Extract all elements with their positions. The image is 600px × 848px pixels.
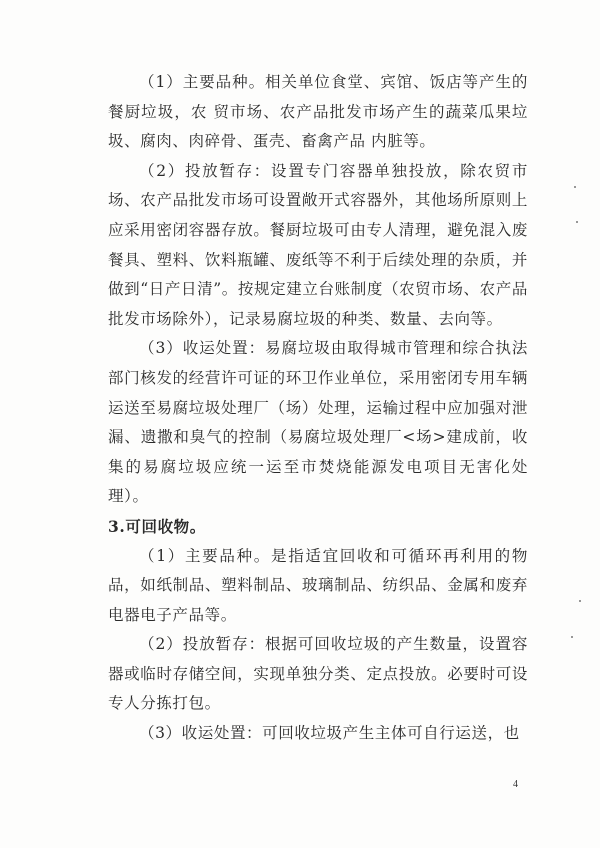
paragraph-food-waste-storage: （2）投放暂存：设置专门容器单独投放，除农贸市场、农产品批发市场可设置敞开式容器外，其他场所原则上应采用密闭容器存放。餐厨垃圾可由专人清理，避免混入废餐具、塑料、饮料瓶罐、废纸等不利于后续处理的杂质，并做到“日产日清”。按规定建立台账制度（农贸市场、农产品批发市场除外），记录易腐垃圾的种类、数量、去向等。 <box>108 161 528 328</box>
paragraph-food-waste-types: （1）主要品种。相关单位食堂、宾馆、饭店等产生的餐厨垃圾，农 贸市场、农产品批发市场产生的蔬菜瓜果垃圾、腐肉、肉碎骨、蛋壳、畜禽产品 内脏等。 <box>108 73 528 151</box>
paragraph-recyclables-storage: （2）投放暂存：根据可回收垃圾的产生数量，设置容器或临时存储空间，实现单独分类、定点投放。必要时可设专人分拣打包。 <box>108 635 528 713</box>
document-body <box>108 68 528 749</box>
page-number: 4 <box>513 779 518 790</box>
scan-speck <box>574 186 576 188</box>
scan-speck <box>571 636 573 638</box>
paragraph-recyclables-disposal: （3）收运处置：可回收垃圾产生主体可自行运送，也 <box>139 724 520 743</box>
scan-speck <box>576 221 578 223</box>
section-heading-recyclables: 3.可回收物。 <box>108 516 206 536</box>
paragraph-recyclables-types: （1）主要品种。是指适宜回收和可循环再利用的物品，如纸制品、塑料制品、玻璃制品、纺织品、金属和废弃电器电子产品等。 <box>108 546 528 624</box>
paragraph-food-waste-disposal: （3）收运处置：易腐垃圾由取得城市管理和综合执法部门核发的经营许可证的环卫作业单位，采用密闭专用车辆运送至易腐垃圾处理厂（场）处理，运输过程中应加强对泄漏、遗撒和臭气的控制（易腐垃圾处理厂<场>建成前，收集的易腐垃圾应统一运至市焚烧能源发电项目无害化处理）。 <box>108 339 528 506</box>
scan-speck <box>579 600 581 602</box>
